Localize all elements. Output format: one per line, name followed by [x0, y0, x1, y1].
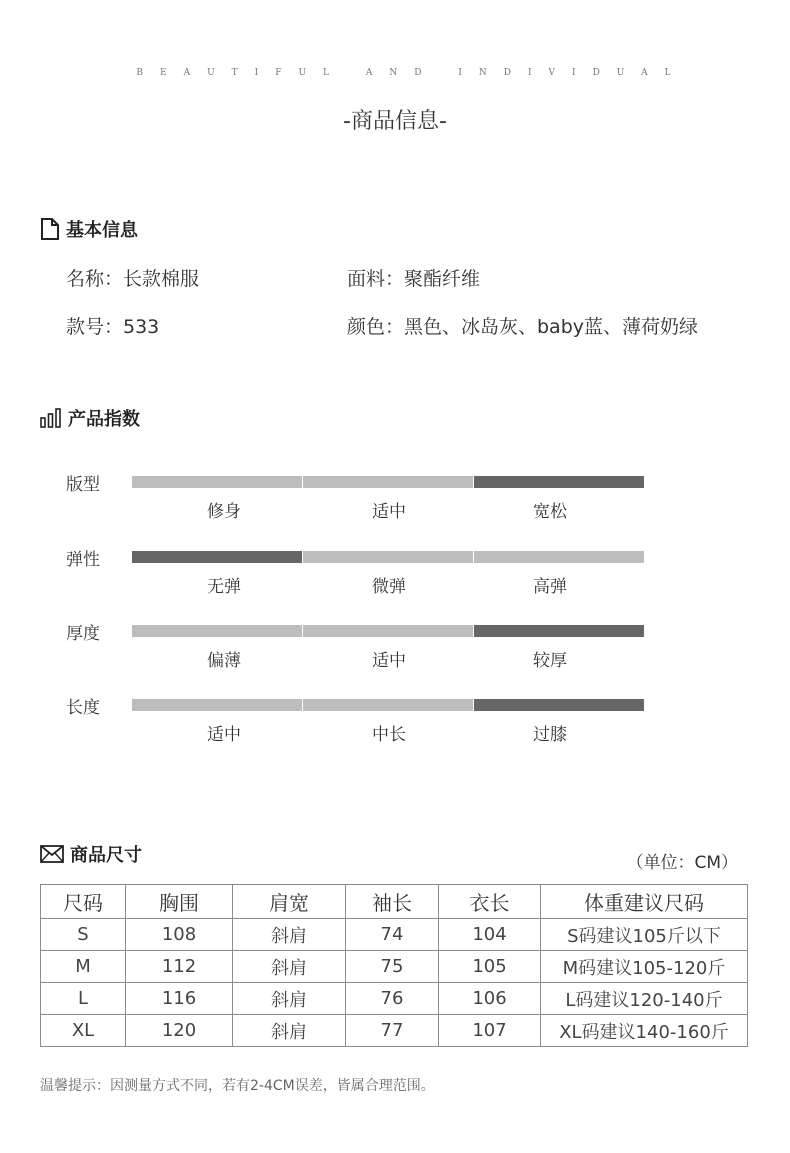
- cell-size: S: [41, 919, 126, 951]
- cell-length: 107: [439, 1015, 541, 1047]
- header-sleeve: 袖长: [346, 885, 439, 919]
- index-bar-segment: [303, 625, 473, 637]
- cell-shoulder: 斜肩: [233, 983, 346, 1015]
- table-row: [41, 951, 748, 983]
- index-bar-segment-selected: [474, 476, 644, 488]
- index-bar-segment-selected: [474, 699, 644, 711]
- cell-weight: S码建议105斤以下: [541, 919, 748, 951]
- index-option-label: 较厚: [533, 651, 567, 671]
- brand-tagline: BEAUTIFUL AND INDIVIDUAL: [136, 68, 688, 78]
- basic-info-header: [40, 216, 138, 242]
- size-section-title: 商品尺寸: [70, 845, 142, 866]
- index-option-label: 偏薄: [207, 651, 241, 671]
- document-icon: [40, 218, 60, 240]
- cell-size: M: [41, 951, 126, 983]
- basic-info-title: 基本信息: [66, 220, 138, 241]
- index-row-label: 弹性: [66, 550, 100, 570]
- envelope-icon: [40, 845, 64, 863]
- cell-weight: L码建议120-140斤: [541, 983, 748, 1015]
- measurement-note: 温馨提示：因测量方式不同，若有2-4CM误差，皆属合理范围。: [40, 1078, 435, 1094]
- header-shoulder: 肩宽: [233, 885, 346, 919]
- index-option-label: 无弹: [207, 577, 241, 597]
- index-bar-segment: [132, 625, 302, 637]
- cell-shoulder: 斜肩: [233, 919, 346, 951]
- index-option-label: 过膝: [533, 725, 567, 745]
- size-unit: （单位：CM）: [626, 853, 738, 873]
- page-title: -商品信息-: [343, 109, 447, 134]
- index-option-label: 微弹: [372, 577, 406, 597]
- index-row-label: 长度: [66, 698, 100, 718]
- cell-shoulder: 斜肩: [233, 1015, 346, 1047]
- index-option-label: 适中: [372, 651, 406, 671]
- index-row-label: 版型: [66, 475, 100, 495]
- index-option-label: 高弹: [533, 577, 567, 597]
- index-bar-segment: [303, 699, 473, 711]
- index-bar-segment-selected: [132, 551, 302, 563]
- table-row: [41, 983, 748, 1015]
- header-size: 尺码: [41, 885, 126, 919]
- cell-sleeve: 74: [346, 919, 439, 951]
- product-index-title: 产品指数: [68, 409, 140, 430]
- table-row: [41, 919, 748, 951]
- product-style-number: 款号：533: [66, 316, 160, 338]
- index-bar-segment-selected: [474, 625, 644, 637]
- cell-size: XL: [41, 1015, 126, 1047]
- cell-chest: 112: [126, 951, 233, 983]
- cell-length: 104: [439, 919, 541, 951]
- cell-sleeve: 75: [346, 951, 439, 983]
- cell-chest: 116: [126, 983, 233, 1015]
- cell-length: 106: [439, 983, 541, 1015]
- product-fabric: 面料：聚酯纤维: [347, 268, 481, 290]
- cell-sleeve: 76: [346, 983, 439, 1015]
- product-name: 名称：长款棉服: [66, 268, 200, 290]
- cell-chest: 120: [126, 1015, 233, 1047]
- index-bar-segment: [132, 699, 302, 711]
- index-bar-segment: [132, 476, 302, 488]
- cell-weight: XL码建议140-160斤: [541, 1015, 748, 1047]
- cell-chest: 108: [126, 919, 233, 951]
- size-section-header: [40, 841, 142, 867]
- table-row: [41, 1015, 748, 1047]
- product-index-header: [40, 405, 140, 431]
- cell-length: 105: [439, 951, 541, 983]
- size-table-header-row: [41, 885, 748, 919]
- index-bar-segment: [303, 476, 473, 488]
- cell-sleeve: 77: [346, 1015, 439, 1047]
- index-option-label: 中长: [372, 725, 406, 745]
- index-bar-segment: [474, 551, 644, 563]
- product-colors: 颜色：黑色、冰岛灰、baby蓝、薄荷奶绿: [347, 316, 699, 338]
- bar-chart-icon: [40, 408, 62, 428]
- index-option-label: 适中: [207, 725, 241, 745]
- index-bar-segment: [303, 551, 473, 563]
- cell-shoulder: 斜肩: [233, 951, 346, 983]
- index-option-label: 宽松: [533, 502, 567, 522]
- cell-size: L: [41, 983, 126, 1015]
- index-row-label: 厚度: [66, 624, 100, 644]
- index-option-label: 适中: [372, 502, 406, 522]
- cell-weight: M码建议105-120斤: [541, 951, 748, 983]
- index-option-label: 修身: [207, 502, 241, 522]
- header-weight-suggestion: 体重建议尺码: [541, 885, 748, 919]
- size-table: [40, 884, 748, 1047]
- header-length: 衣长: [439, 885, 541, 919]
- header-chest: 胸围: [126, 885, 233, 919]
